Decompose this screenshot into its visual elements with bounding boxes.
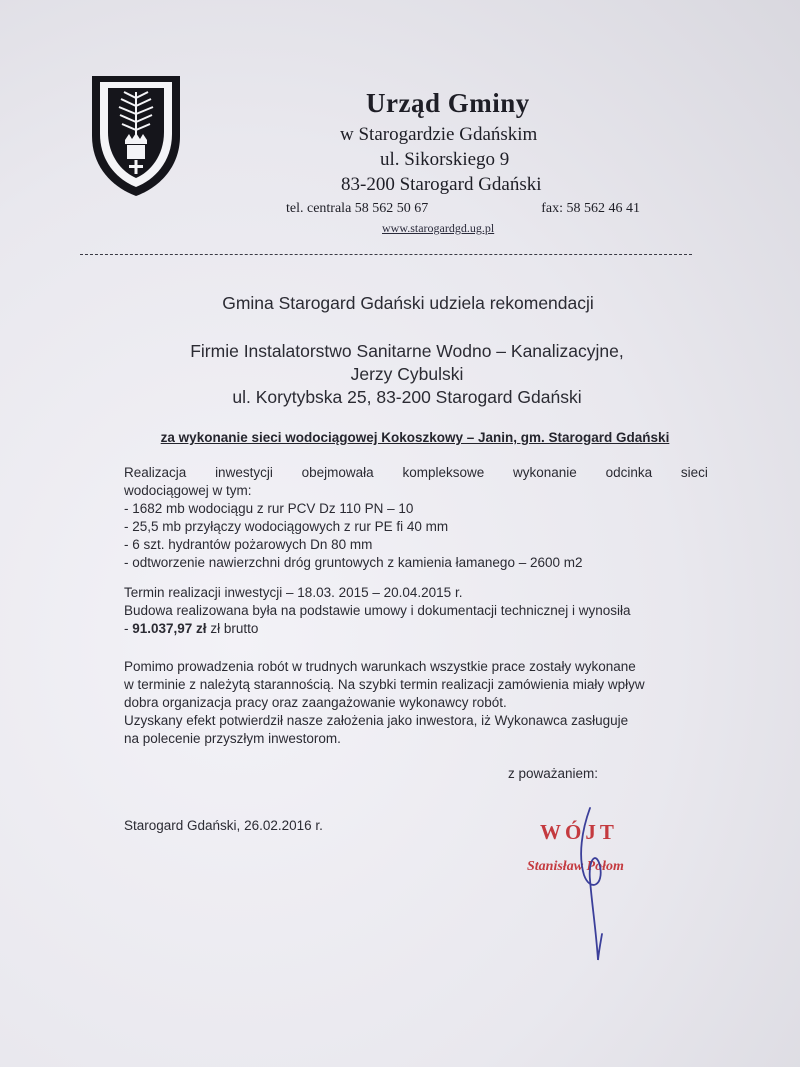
scope-item: - 25,5 mb przyłączy wodociągowych z rur PE fi 40 mm [124, 519, 449, 534]
recommendation-heading: Gmina Starogard Gdański udziela rekomendacji [222, 293, 594, 313]
assessment-line: Pomimo prowadzenia robót w trudnych warunkach wszystkie prace zostały wykonane [124, 659, 636, 674]
stamp-name: Stanisław Połom [527, 859, 624, 874]
scope-word: kompleksowe [402, 465, 485, 480]
handwritten-signature-icon [560, 800, 640, 970]
terms-basis: Budowa realizowana była na podstawie umowy i dokumentacji technicznej i wynosiła [124, 603, 631, 618]
office-website-link[interactable]: www.starogardgd.ug.pl [382, 221, 495, 235]
scope-word: inwestycji [215, 465, 273, 480]
amount-prefix: - [124, 621, 133, 636]
assessment-line: dobra organizacja pracy oraz zaangażowanie wykonawcy robót. [124, 695, 507, 710]
scope-item: - 6 szt. hydrantów pożarowych Dn 80 mm [124, 537, 373, 552]
assessment-line: na polecenie przyszłym inwestorom. [124, 731, 341, 746]
office-fax: fax: 58 562 46 41 [541, 201, 640, 216]
scope-word: odcinka [605, 465, 653, 480]
recommendation-subject: za wykonanie sieci wodociągowej Kokoszkowy – Janin, gm. Starogard Gdański [160, 430, 670, 445]
office-title: Urząd Gminy [366, 88, 530, 118]
office-postal: 83-200 Starogard Gdański [341, 174, 542, 195]
closing-greeting: z poważaniem: [508, 766, 599, 781]
terms-paragraph [124, 584, 708, 638]
scope-intro-continuation: wodociągowej w tym: [124, 483, 252, 498]
coat-of-arms-icon [88, 74, 184, 198]
stamp-title: WÓJT [540, 820, 618, 844]
scope-word: sieci [680, 465, 708, 480]
scope-word: Realizacja [124, 465, 187, 480]
office-street: ul. Sikorskiego 9 [380, 149, 510, 170]
recipient-address: ul. Korytybska 25, 83-200 Starogard Gdański [232, 387, 582, 407]
assessment-line: Uzyskany efekt potwierdził nasze założenia jako inwestora, iż Wykonawca zasługuje [124, 713, 629, 728]
scope-item: - 1682 mb wodociągu z rur PCV Dz 110 PN – 10 [124, 501, 414, 516]
scope-word: obejmowała [301, 465, 374, 480]
assessment-paragraph [124, 658, 708, 748]
terms-amount-line [124, 620, 708, 638]
office-contact [286, 201, 640, 217]
contract-amount: 91.037,97 zł [132, 621, 207, 636]
terms-period: Termin realizacji inwestycji – 18.03. 2015 – 20.04.2015 r. [124, 585, 463, 600]
header-separator [80, 254, 692, 255]
recipient-company: Firmie Instalatorstwo Sanitarne Wodno – Kanalizacyjne, [190, 341, 624, 361]
scope-word: wykonanie [513, 465, 577, 480]
recipient-owner: Jerzy Cybulski [350, 364, 464, 384]
office-phone: tel. centrala 58 562 50 67 [286, 201, 429, 216]
scope-intro-line [124, 464, 708, 482]
assessment-line: w terminie z należytą starannością. Na szybki termin realizacji zamówienia miały wpływ [124, 677, 645, 692]
office-location: w Starogardzie Gdańskim [340, 124, 538, 145]
amount-suffix: zł brutto [206, 621, 259, 636]
place-and-date: Starogard Gdański, 26.02.2016 r. [124, 818, 323, 833]
scope-item: - odtworzenie nawierzchni dróg gruntowych z kamienia łamanego – 2600 m2 [124, 555, 583, 570]
scope-paragraph [124, 464, 708, 572]
